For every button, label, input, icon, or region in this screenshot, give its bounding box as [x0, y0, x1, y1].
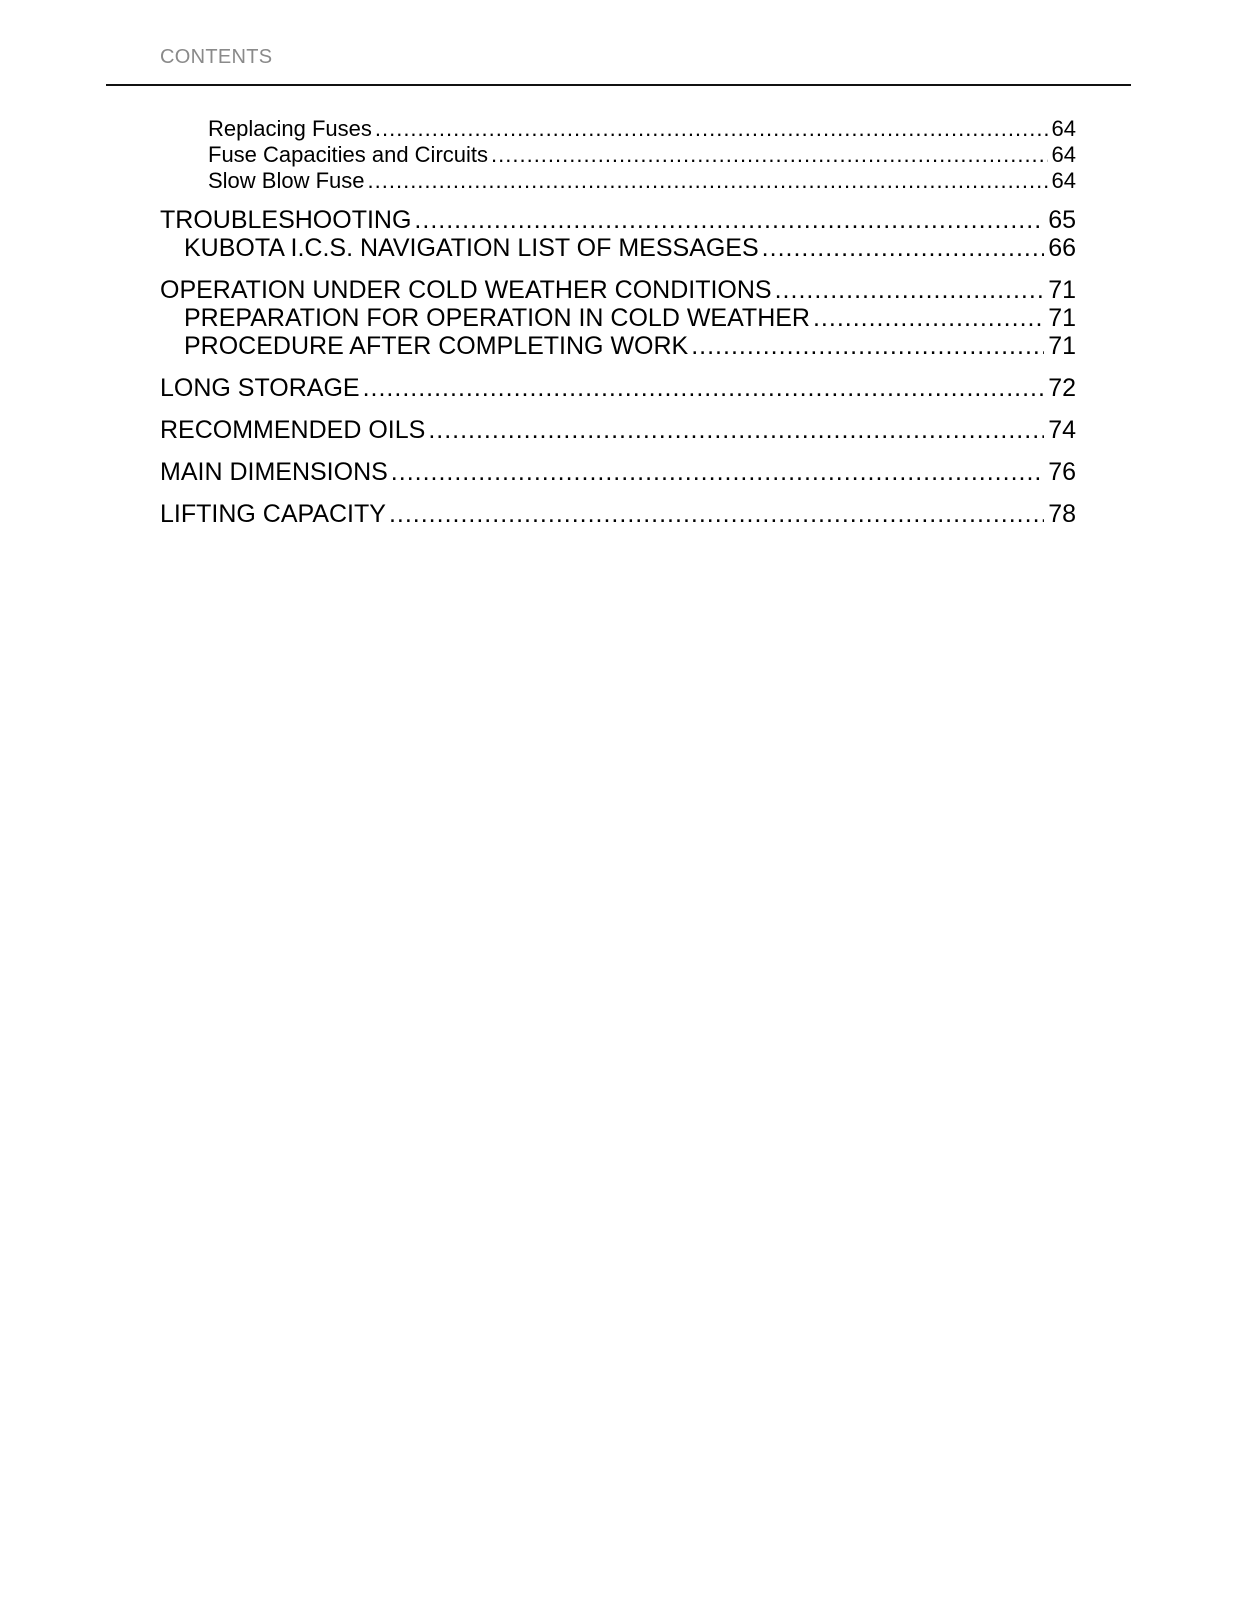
- toc-leader-dots: [368, 168, 1048, 194]
- toc-entry-title: OPERATION UNDER COLD WEATHER CONDITIONS: [160, 276, 772, 304]
- toc-entry-title: Replacing Fuses: [208, 116, 372, 141]
- toc-entry-title: Slow Blow Fuse: [208, 168, 365, 193]
- toc-entry-procedure-after-work[interactable]: [184, 332, 1076, 361]
- toc-entry-lifting-capacity[interactable]: [160, 500, 1076, 529]
- toc-entry-replacing-fuses[interactable]: [208, 116, 1076, 142]
- toc-leader-dots: [762, 234, 1045, 263]
- toc-entry-navigation-messages[interactable]: [184, 234, 1076, 263]
- toc-entry-title: Fuse Capacities and Circuits: [208, 142, 489, 167]
- toc-entry-title: LONG STORAGE: [160, 374, 360, 402]
- toc-leader-dots: [414, 206, 1044, 235]
- toc-entry-title: MAIN DIMENSIONS: [160, 458, 388, 486]
- toc-entry-page: 66: [1048, 234, 1076, 262]
- toc-entry-page: 78: [1048, 500, 1076, 528]
- toc-leader-dots: [428, 416, 1044, 445]
- toc-entry-troubleshooting[interactable]: [160, 206, 1076, 235]
- toc-entry-title: RECOMMENDED OILS: [160, 416, 426, 444]
- toc-entry-page: 76: [1048, 458, 1076, 486]
- running-header: CONTENTS: [160, 46, 273, 68]
- toc-entry-page: 64: [1051, 116, 1076, 141]
- toc-entry-preparation-cold-weather[interactable]: [184, 304, 1076, 333]
- toc-entry-slow-blow-fuse[interactable]: [208, 168, 1076, 194]
- toc-entry-long-storage[interactable]: [160, 374, 1076, 403]
- toc-entry-page: 74: [1048, 416, 1076, 444]
- toc-entry-title: LIFTING CAPACITY: [160, 500, 386, 528]
- toc-leader-dots: [363, 374, 1045, 403]
- toc-entry-page: 71: [1048, 276, 1076, 304]
- toc-entry-fuse-capacities[interactable]: [208, 142, 1076, 168]
- toc-leader-dots: [775, 276, 1045, 305]
- toc-entry-page: 72: [1048, 374, 1076, 402]
- toc-entry-cold-weather[interactable]: [160, 276, 1076, 305]
- header-divider: [106, 84, 1131, 86]
- toc-entry-title: PREPARATION FOR OPERATION IN COLD WEATHER: [184, 304, 810, 332]
- toc-leader-dots: [391, 458, 1044, 487]
- toc-leader-dots: [389, 500, 1044, 529]
- toc-entry-title: KUBOTA I.C.S. NAVIGATION LIST OF MESSAGES: [184, 234, 759, 262]
- toc-leader-dots: [691, 332, 1044, 361]
- toc-entry-title: TROUBLESHOOTING: [160, 206, 412, 234]
- toc-entry-page: 71: [1048, 332, 1076, 360]
- toc-leader-dots: [491, 142, 1048, 168]
- toc-entry-main-dimensions[interactable]: [160, 458, 1076, 487]
- toc-entry-page: 65: [1048, 206, 1076, 234]
- toc-leader-dots: [375, 116, 1048, 142]
- toc-entry-recommended-oils[interactable]: [160, 416, 1076, 445]
- toc-entry-page: 64: [1051, 168, 1076, 193]
- toc-entry-title: PROCEDURE AFTER COMPLETING WORK: [184, 332, 689, 360]
- toc-leader-dots: [813, 304, 1044, 333]
- toc-entry-page: 64: [1051, 142, 1076, 167]
- toc-entry-page: 71: [1048, 304, 1076, 332]
